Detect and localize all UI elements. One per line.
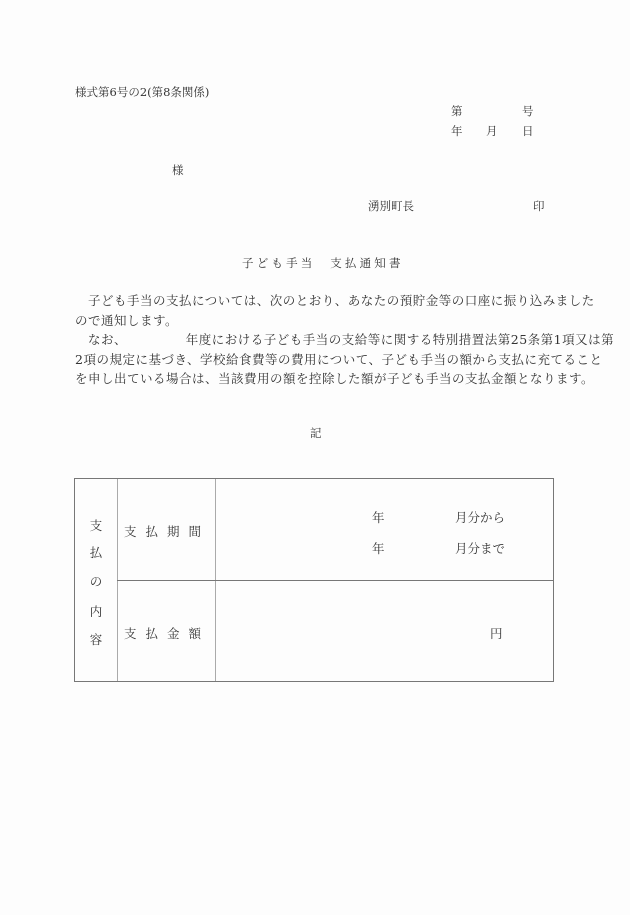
form-number: 様式第6号の2(第8条関係) (75, 85, 210, 99)
document-title: 子ども手当 支払通知書 (242, 256, 404, 270)
document-number-suffix: 号 (522, 104, 534, 118)
paragraph-line: 2項の規定に基づき、学校給食費等の費用について、子ども手当の額から支払に充てること (75, 351, 603, 367)
period-from-year: 年 (372, 510, 385, 525)
period-to-year: 年 (372, 541, 385, 556)
period-from-month: 月分から (455, 510, 506, 525)
paragraph-line: ので通知します。 (75, 312, 179, 328)
payment-period-label: 支払期間 (124, 524, 211, 539)
seal-mark: 印 (533, 199, 545, 213)
paragraph-line: を申し出ている場合は、当該費用の額を控除した額が子ども手当の支払金額となります。 (75, 371, 595, 386)
date-day-label: 日 (522, 124, 534, 138)
paragraph-line: なお、 年度における子ども手当の支給等に関する特別措置法第25条第1項又は第 (75, 332, 615, 347)
group-label-char: 払 (89, 545, 103, 560)
paragraph-line: 子ども手当の支払については、次のとおり、あなたの預貯金等の口座に振り込みました (75, 293, 595, 308)
payment-amount-label: 支払金額 (124, 626, 211, 641)
paragraph-notice (75, 291, 595, 330)
group-label-char: の (89, 574, 103, 589)
table-row-divider (117, 580, 553, 581)
addressee-suffix: 様 (172, 163, 184, 177)
paragraph-deduction (75, 330, 615, 389)
issuer-name: 湧別町長 (368, 199, 414, 213)
amount-unit-yen: 円 (490, 626, 503, 641)
ki-heading: 記 (310, 426, 322, 440)
payment-details-table (74, 478, 554, 682)
group-label-char: 支 (89, 518, 103, 533)
date-month-label: 月 (486, 124, 498, 138)
date-year-label: 年 (451, 124, 463, 138)
group-label-char: 内 (89, 604, 103, 619)
group-label-char: 容 (89, 632, 103, 647)
period-to-month: 月分まで (455, 541, 506, 556)
document-number-prefix: 第 (451, 104, 463, 118)
